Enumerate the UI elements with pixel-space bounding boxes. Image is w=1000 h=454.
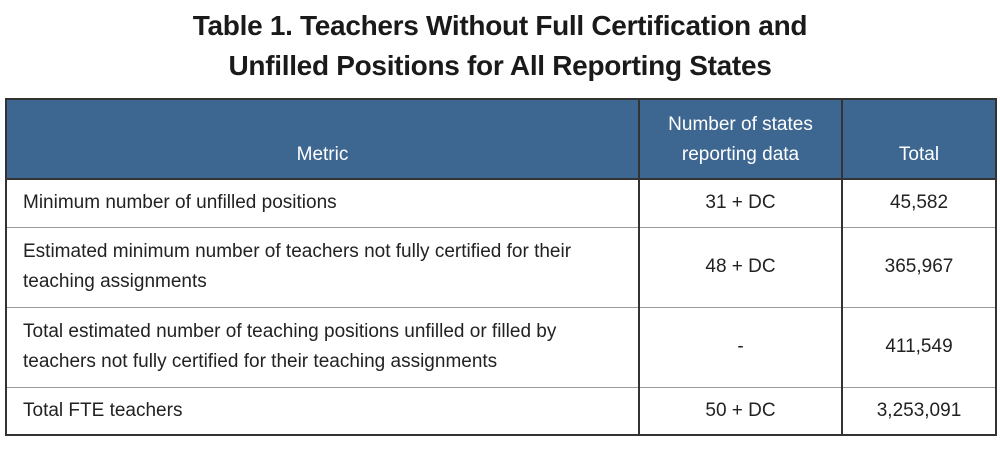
- column-header-metric: Metric: [6, 99, 639, 179]
- data-table: [5, 98, 997, 436]
- cell-total: 45,582: [842, 179, 996, 227]
- column-header-states: Number of states reporting data: [639, 99, 842, 179]
- cell-states: 50 + DC: [639, 387, 842, 435]
- table-title-line-1: Table 1. Teachers Without Full Certification and: [192, 10, 808, 41]
- table-row: [6, 387, 996, 435]
- table-row: [6, 307, 996, 387]
- cell-total: 3,253,091: [842, 387, 996, 435]
- table-title: [0, 6, 1000, 86]
- cell-metric: Estimated minimum number of teachers not fully certified for their teaching assignments: [6, 227, 639, 307]
- cell-metric: Total estimated number of teaching positions unfilled or filled by teachers not fully certified for their teaching assignments: [6, 307, 639, 387]
- table-row: [6, 179, 996, 227]
- cell-total: 411,549: [842, 307, 996, 387]
- cell-metric: Total FTE teachers: [6, 387, 639, 435]
- table-row: [6, 227, 996, 307]
- cell-states: 48 + DC: [639, 227, 842, 307]
- table-title-line-2: Unfilled Positions for All Reporting States: [228, 50, 772, 81]
- cell-total: 365,967: [842, 227, 996, 307]
- header-row: [6, 99, 996, 179]
- column-header-total: Total: [842, 99, 996, 179]
- cell-metric: Minimum number of unfilled positions: [6, 179, 639, 227]
- cell-states: 31 + DC: [639, 179, 842, 227]
- cell-states: -: [639, 307, 842, 387]
